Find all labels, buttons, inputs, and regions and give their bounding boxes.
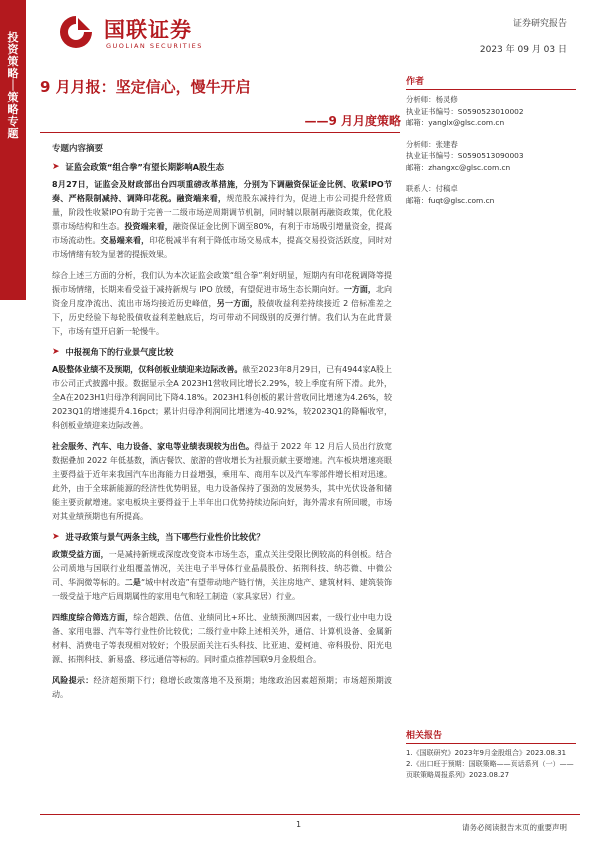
page-number: 1 (296, 820, 302, 829)
author-panel (406, 74, 576, 206)
arrow-icon: ➤ (52, 532, 60, 542)
contact-email: 邮箱：fuqt@glsc.com.cn (406, 195, 495, 205)
footer-disclaimer: 请务必阅读报告末页的重要声明 (462, 823, 567, 832)
arrow-icon: ➤ (52, 347, 60, 357)
related-reports-panel (406, 728, 576, 781)
paragraph: A股整体业绩不及预期，仅科创板业绩迎来边际改善。截至2023年8月29日，已有4944家A股上市公司正式披露中报。数据显示全A 2023H1营收同比增长2.29%，较上季度有所下滑。此外，全A在2023H1归母净利润同比下降4.18%。2023H1科创板的累计营收同比增速为4.26%，较2023Q1的增速提升4.16pct；累计归母净利润同比增速为-40.92%，较2023Q1的降幅收窄，科创板业绩迎来边际改善。 (52, 365, 392, 430)
side-banner-text: 投资策略｜策略专题 (7, 31, 19, 140)
paragraph: 四维度综合筛选方面，综合超跌、估值、业绩同比+环比、业绩预测四因素，一级行业中电力设备、家用电器、汽车等行业性价比较优；二级行业中除上述相关外，通信、计算机设备、金属新材料、消费电子等表现相对较好；个股层面关注石头科技、比亚迪、爱柯迪、帝科股份、阳光电源、拓荆科技、新易盛、移远通信等标的。同时重点推荐国联9月金股组合。 (52, 613, 393, 664)
author-name: 分析师：张建春 (406, 139, 458, 149)
logo-chinese-name: 国联证券 (104, 18, 192, 42)
topic-heading: ➤ 证监会政策“组合拳”有望长期影响A股生态 (52, 162, 224, 172)
related-heading: 相关报告 (406, 728, 576, 744)
company-logo-icon (56, 14, 96, 50)
topic-heading: ➤ 中报视角下的行业景气度比较 (52, 347, 174, 357)
arrow-icon: ➤ (52, 162, 60, 172)
author-cert: 执业证书编号：S0590523010002 (406, 106, 524, 116)
report-date: 2023 年 09 月 03 日 (479, 45, 567, 55)
author-cert: 执业证书编号：S0590513090003 (406, 151, 524, 160)
summary-heading: 专题内容摘要 (52, 144, 104, 154)
paragraph: 政策受益方面，一是减持新规或深度改变资本市场生态，重点关注受限比例较高的科创板。结合公司质地与国联行业组覆盖情况，关注电子半导体行业晶晨股份、拓荆科技、纳芯微、中微公司、华润微等标的。二是“城中村改造”有望带动地产链行情，关注房地产、建筑材料、建筑装饰一级受益于地产后周期属性的家用电气和轻工制造（家具家居）行业。 (52, 550, 393, 601)
main-content (52, 138, 392, 709)
paragraph: 8月27日，证监会及财政部出台四项重磅改革措施，分别为下调融资保证金比例、收紧IPO节奏、严格限制减持、调降印花税。融资端来看，规范股东减持行为，促进上市公司提升经营质量，阶段性收紧IPO有助于完善一二级市场逆周期调节机制，同时辅以限制再融资政策，优化股票市场结构和生态。投资端来看，融资保证金比例下调至80%，有利于市场吸引增量资金，提高市场流动性。交易端来看，印花税减半有利于降低市场交易成本，提高交易投资活跃度，同时对市场情绪有较为显著的提振效果。 (52, 180, 393, 259)
related-report-link[interactable]: 2.《出口旺于预期：国联策略——页话系列（一）——页联策略周报系列》2023.08.27 (406, 760, 574, 779)
topic-heading: ➤ 进寻政策与景气两条主线，当下哪些行业性价比较优？ (52, 532, 265, 542)
contact-name: 联系人：付稿卓 (406, 184, 458, 193)
authors-heading: 作者 (406, 74, 576, 90)
logo-english-name: GUOLIAN SECURITIES (106, 42, 203, 50)
paragraph: 综合上述三方面的分析，我们认为本次证监会政策“组合拳”利好明显，短期内有印花税调降等提振市场情绪，长期来看受益于减持新规与 IPO 放缓，有望促进市场生态长期向好。一方面，北向资金月度净流出、流出市场均接近历史峰值，另一方面，股债收益利差持续接近 2 倍标准差之下，历史经验下每轮股债收益利差触底后，均可带动不同级别的反弹行情。我们认为在此背景下，市场有望开启新一轮慢牛。 (52, 271, 393, 336)
paragraph: 社会服务、汽车、电力设备、家电等业绩表现较为出色。得益于 2022 年 12 月后人员出行放宽数据叠加 2022 年低基数，酒店餐饮、旅游的营收增长为社服贡献主要增速。汽车板块增速亮眼主要得益于近年来我国汽车出海能力日益增强，乘用车、商用车以及汽车零部件增长相对迅速。此外，由于全球新能源的经济性优势明显，电力设备保持了强劲的发展势头，其中光伏设备和储能主要贡献增速。家电板块主要得益于上半年出口优势持续边际向好，海外需求有所回暖，市场对其业绩预期也有所提高。 (52, 442, 393, 521)
report-title: 9 月月报：坚定信心，慢牛开启 (40, 78, 251, 96)
footer-divider (40, 814, 580, 815)
report-type: 证券研究报告 (512, 19, 567, 29)
risk-warning: 风险提示：经济超预期下行；稳增长政策落地不及预期；地缘政治因素超预期；市场超预期波动。 (52, 676, 392, 699)
author-email: 邮箱：zhangxc@glsc.com.cn (406, 162, 511, 172)
report-subtitle: ——9 月月度策略 (304, 114, 401, 128)
author-name: 分析师：杨灵修 (406, 95, 458, 104)
author-email: 邮箱：yanglx@glsc.com.cn (406, 118, 505, 127)
title-divider (40, 132, 400, 133)
related-report-link[interactable]: 1.《国联研究》2023年9月金股组合》2023.08.31 (406, 749, 567, 757)
